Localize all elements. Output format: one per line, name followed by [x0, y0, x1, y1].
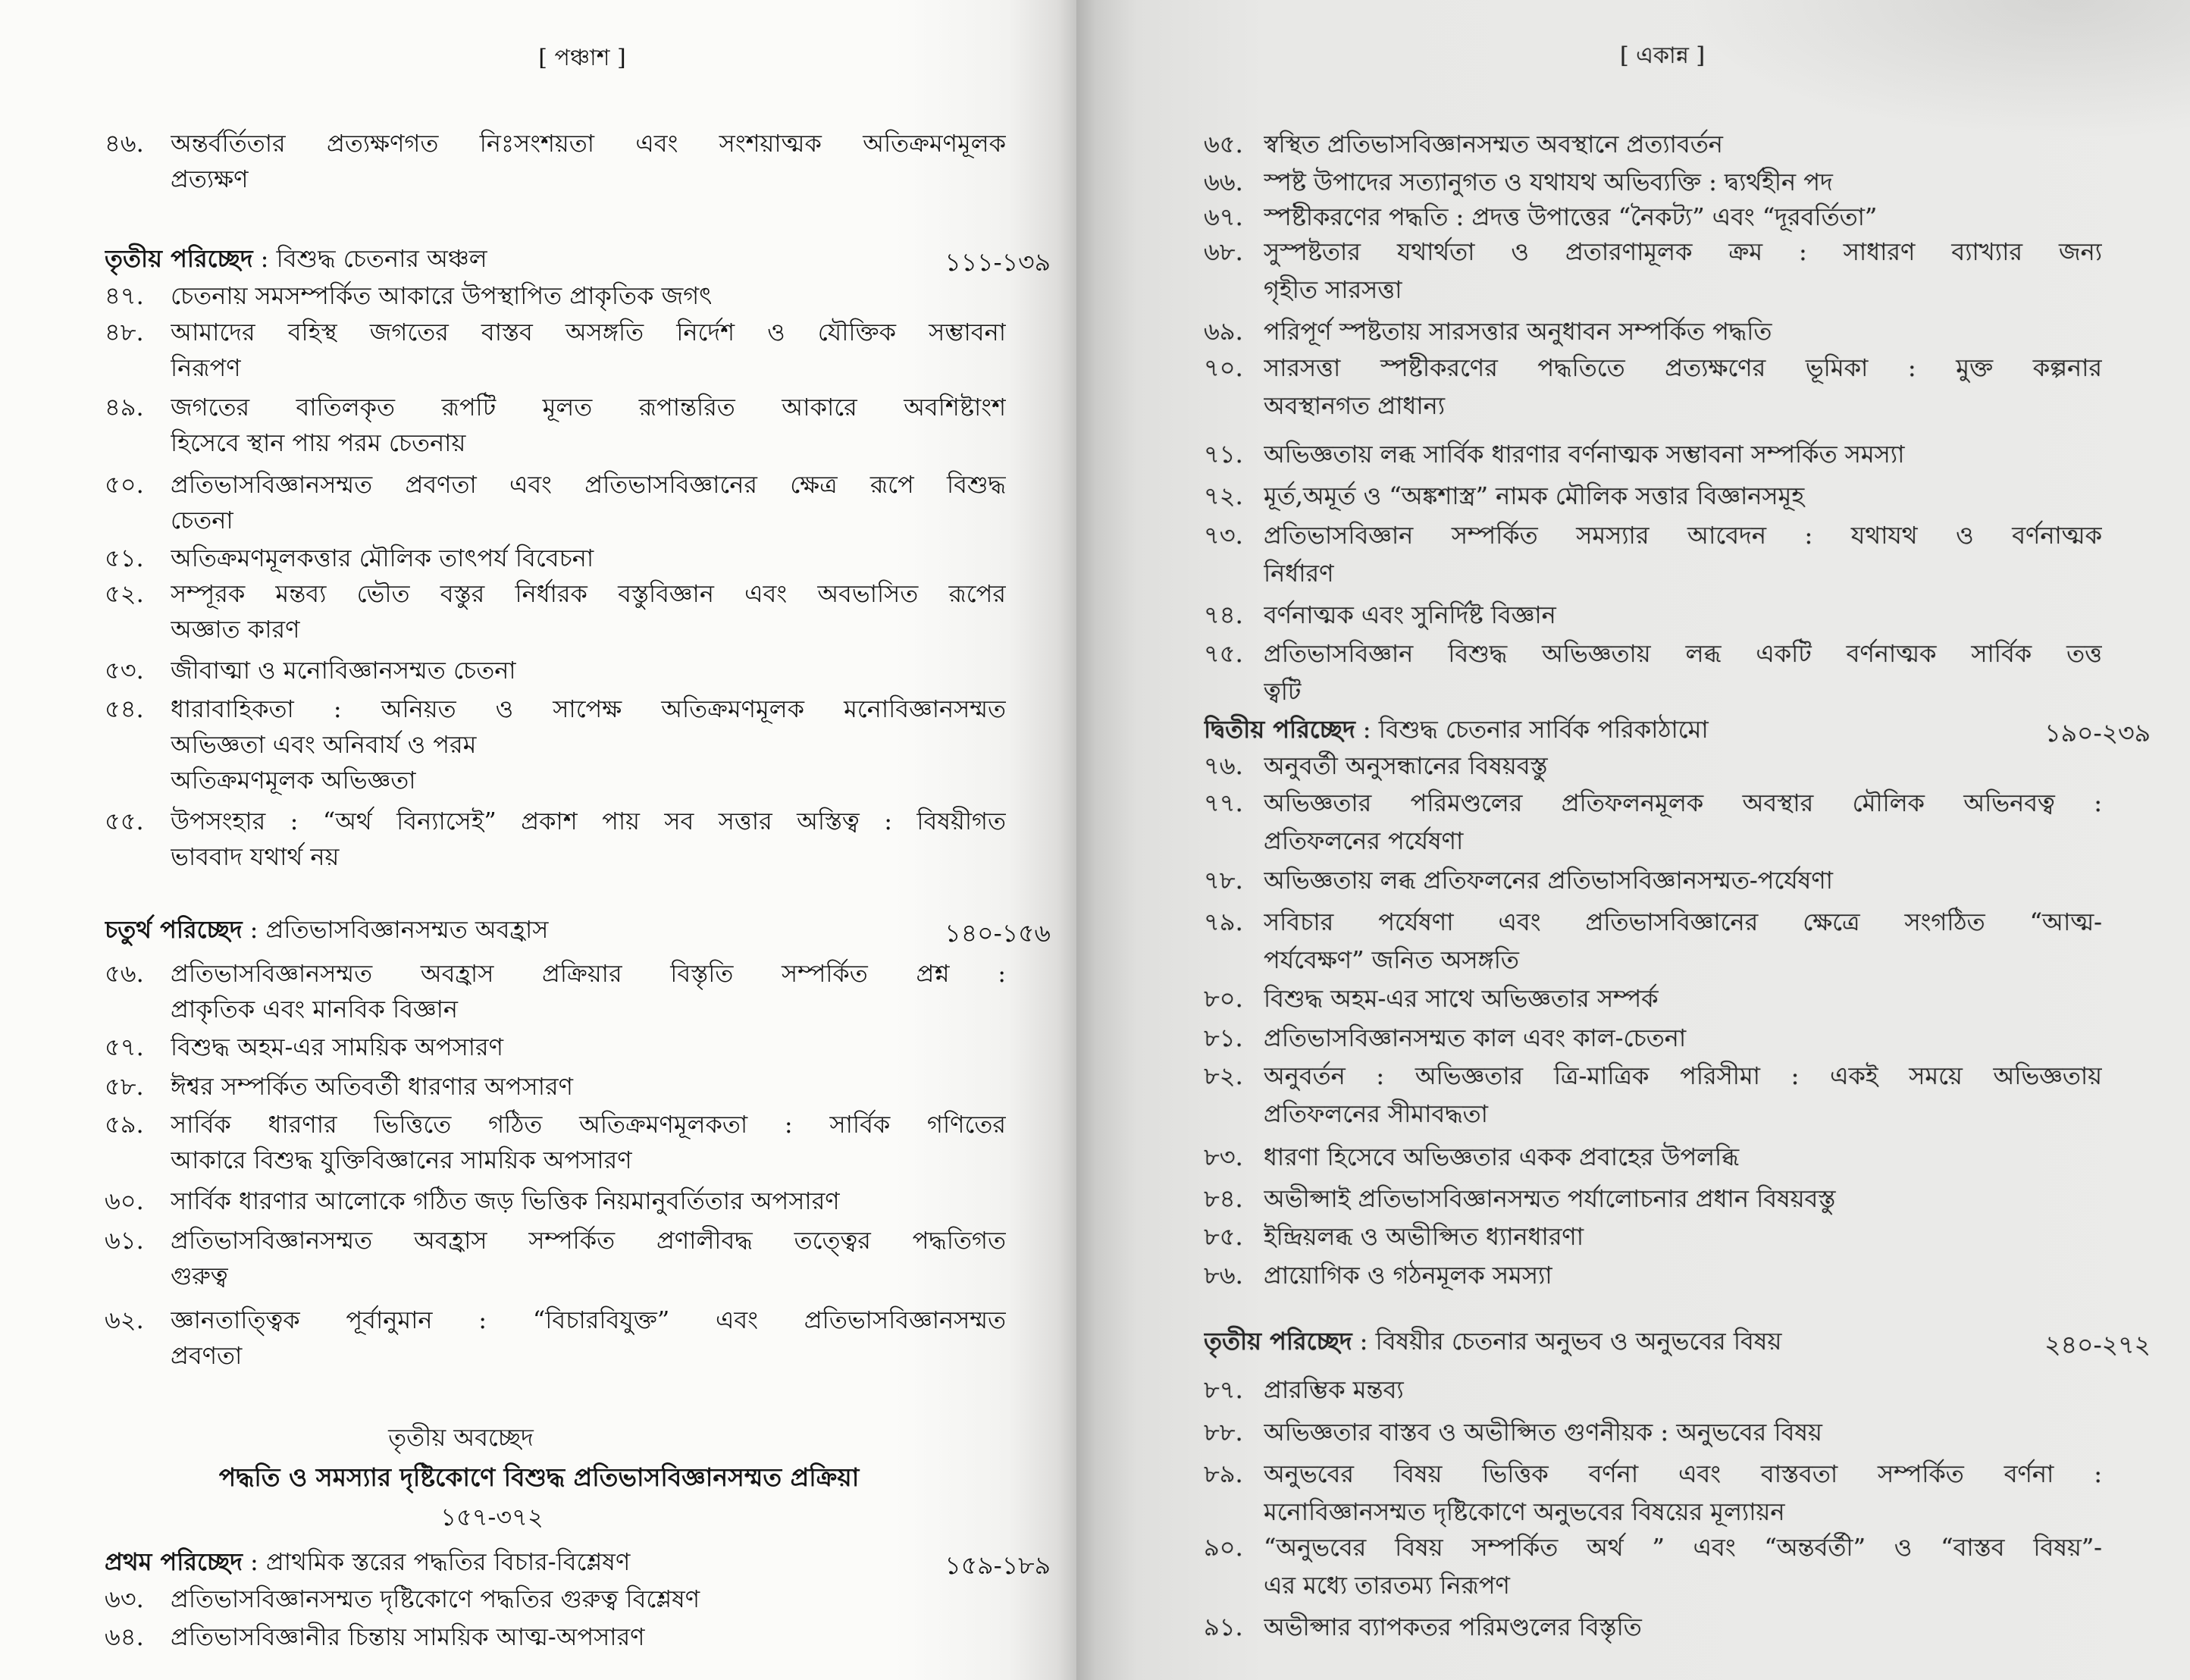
entry-text-line: সম্পূরক মন্তব্য ভৌত বস্তুর নির্ধারক বস্তুবিজ্ঞান এবং অবভাসিত রূপের	[171, 579, 1006, 608]
chapter-page-range: ২৪০-২৭২	[2044, 1330, 2151, 1359]
entry-number: ৬১.	[105, 1226, 144, 1255]
part-page-range: ১৫৭-৩৭২	[440, 1503, 544, 1531]
entry-text-line: প্রারম্ভিক মন্তব্য	[1264, 1375, 1404, 1404]
entry-number: ৬৩.	[105, 1584, 144, 1613]
entry-text-line: সারসত্তা স্পষ্টীকরণের পদ্ধতিতে প্রত্যক্ষণের ভূমিকা : মুক্ত কল্পনার	[1264, 353, 2102, 382]
entry-number: ৬৭.	[1204, 202, 1243, 231]
right-page	[1076, 0, 2190, 1680]
entry-number: ৫১.	[105, 544, 144, 572]
entry-number: ৭৩.	[1204, 521, 1243, 550]
entry-text-line: প্রতিভাসবিজ্ঞানসম্মত কাল এবং কাল-চেতনা	[1264, 1023, 1687, 1052]
entry-text-line: সার্বিক ধারণার ভিত্তিতে গঠিত অতিক্রমণমূলকতা : সার্বিক গণিতের	[171, 1110, 1006, 1139]
chapter-heading	[105, 1544, 1051, 1579]
entry-number: ৭৪.	[1204, 600, 1243, 629]
entry-text-line: অনুবর্তন : অভিজ্ঞতার ত্রি-মাত্রিক পরিসীমা : একই সময়ে অভিজ্ঞতায়	[1264, 1061, 2102, 1090]
entry-text-line: ইন্দ্রিয়লব্ধ ও অভীপ্সিত ধ্যানধারণা	[1264, 1222, 1584, 1251]
entry-text-line: জ্ঞানতাত্ত্বিক পূর্বানুমান : “বিচারবিযুক্ত” এবং প্রতিভাসবিজ্ঞানসম্মত	[171, 1305, 1006, 1334]
entry-text-line: অন্তর্বর্তিতার প্রত্যক্ষণগত নিঃসংশয়তা এবং সংশয়াত্মক অতিক্রমণমূলক	[171, 129, 1006, 158]
entry-number: ৯০.	[1204, 1533, 1243, 1562]
entry-text-line: অতিক্রমণমূলকত্তার মৌলিক তাৎপর্য বিবেচনা	[171, 544, 594, 572]
chapter-heading	[105, 240, 1051, 276]
entry-number: ৯১.	[1204, 1613, 1243, 1641]
entry-text-line: নির্ধারণ	[1264, 559, 1334, 588]
entry-number: ৫৯.	[105, 1110, 144, 1139]
entry-text-line: অভিজ্ঞতার পরিমণ্ডলের প্রতিফলনমূলক অবস্থার মৌলিক অভিনবত্ব :	[1264, 788, 2102, 817]
entry-text-line: অভিজ্ঞতায় লব্ধ প্রতিফলনের প্রতিভাসবিজ্ঞানসম্মত-পর্যেষণা	[1264, 866, 1833, 895]
entry-text-line: চেতনা	[171, 506, 233, 534]
page-number-header: [ পঞ্চাশ ]	[538, 45, 626, 71]
entry-text-line: অভিজ্ঞতা এবং অনিবার্য ও পরম	[171, 730, 477, 759]
chapter-label: দ্বিতীয় পরিচ্ছেদ	[1204, 715, 1355, 744]
entry-number: ৫৮.	[105, 1072, 144, 1101]
entry-number: ৮৬.	[1204, 1261, 1243, 1290]
chapter-heading	[1204, 1322, 2151, 1360]
chapter-title: : বিশুদ্ধ চেতনার অঞ্চল	[260, 244, 487, 273]
entry-text-line: অনুবর্তী অনুসন্ধানের বিষয়বস্তু	[1264, 751, 1548, 780]
entry-text-line: গৃহীত সারসত্তা	[1264, 275, 1402, 304]
entry-number: ৭৭.	[1204, 788, 1243, 817]
entry-text-line: বিশুদ্ধ অহম-এর সাথে অভিজ্ঞতার সম্পর্ক	[1264, 984, 1659, 1013]
chapter-label: চতুর্থ পরিচ্ছেদ	[105, 915, 243, 944]
entry-text-line: বর্ণনাত্মক এবং সুনির্দিষ্ট বিজ্ঞান	[1264, 600, 1556, 629]
chapter-label: তৃতীয় পরিচ্ছেদ	[1204, 1327, 1352, 1356]
entry-text-line: বিশুদ্ধ অহম-এর সাময়িক অপসারণ	[171, 1033, 503, 1061]
entry-number: ৫৬.	[105, 959, 144, 988]
entry-text-line: অভীপ্সাই প্রতিভাসবিজ্ঞানসম্মত পর্যালোচনার প্রধান বিষয়বস্তু	[1264, 1184, 1836, 1213]
entry-number: ৬৬.	[1204, 168, 1243, 196]
entry-text-line: অভিজ্ঞতার বাস্তব ও অভীপ্সিত গুণনীয়ক : অনুভবের বিষয়	[1264, 1418, 1822, 1446]
entry-text-line: মূর্ত,অমূর্ত ও “অঙ্কশাস্ত্র” নামক মৌলিক সত্তার বিজ্ঞানসমূহ	[1264, 481, 1805, 510]
entry-number: ৫০.	[105, 470, 144, 499]
entry-text-line: অনুভবের বিষয় ভিত্তিক বর্ণনা এবং বাস্তবতা সম্পর্কিত বর্ণনা :	[1264, 1459, 2102, 1488]
entry-number: ৬৮.	[1204, 237, 1243, 266]
entry-number: ৪৬.	[105, 129, 144, 158]
part-subtitle: পদ্ধতি ও সমস্যার দৃষ্টিকোণে বিশুদ্ধ প্রতিভাসবিজ্ঞানসম্মত প্রক্রিয়া	[218, 1462, 860, 1492]
entry-text-line: ঈশ্বর সম্পর্কিত অতিবর্তী ধারণার অপসারণ	[171, 1072, 573, 1101]
entry-number: ৮০.	[1204, 984, 1243, 1013]
entry-text-line: প্রতিভাসবিজ্ঞান সম্পর্কিত সমস্যার আবেদন : যথাযথ ও বর্ণনাত্মক	[1264, 521, 2102, 550]
entry-number: ৫৪.	[105, 694, 144, 723]
entry-text-line: এর মধ্যে তারতম্য নিরূপণ	[1264, 1571, 1510, 1600]
entry-number: ৭০.	[1204, 353, 1243, 382]
entry-text-line: পরিপূর্ণ স্পষ্টতায় সারসত্তার অনুধাবন সম্পর্কিত পদ্ধতি	[1264, 317, 1772, 346]
chapter-page-range: ১৫৯-১৮৯	[945, 1550, 1051, 1579]
entry-text-line: ত্বটি	[1264, 677, 1302, 706]
entry-number: ৫২.	[105, 579, 144, 608]
entry-text-line: আমাদের বহিস্থ জগতের বাস্তব অসঙ্গতি নির্দেশ ও যৌক্তিক সম্ভাবনা	[171, 318, 1006, 346]
chapter-heading	[1204, 710, 2151, 748]
chapter-title: : প্রাথমিক স্তরের পদ্ধতির বিচার-বিশ্লেষণ	[249, 1547, 631, 1576]
entry-text-line: অতিক্রমণমূলক অভিজ্ঞতা	[171, 766, 416, 795]
entry-number: ৮৩.	[1204, 1142, 1243, 1171]
chapter-label: প্রথম পরিচ্ছেদ	[105, 1547, 243, 1576]
chapter-heading	[105, 911, 1051, 947]
entry-number: ৪৭.	[105, 281, 144, 310]
entry-text-line: প্রত্যক্ষণ	[171, 165, 249, 193]
entry-text-line: প্রতিভাসবিজ্ঞান বিশুদ্ধ অভিজ্ঞতায় লব্ধ একটি বর্ণনাত্মক সার্বিক তত্ত	[1264, 639, 2102, 668]
entry-text-line: জীবাত্মা ও মনোবিজ্ঞানসম্মত চেতনা	[171, 656, 516, 685]
entry-text-line: আকারে বিশুদ্ধ যুক্তিবিজ্ঞানের সাময়িক অপসারণ	[171, 1146, 632, 1174]
entry-text-line: চেতনায় সমসম্পর্কিত আকারে উপস্থাপিত প্রাকৃতিক জগৎ	[171, 281, 713, 310]
chapter-label: তৃতীয় পরিচ্ছেদ	[105, 244, 253, 273]
entry-number: ৪৮.	[105, 318, 144, 346]
entry-text-line: প্রায়োগিক ও গঠনমূলক সমস্যা	[1264, 1261, 1552, 1290]
entry-text-line: জগতের বাতিলকৃত রূপটি মূলত রূপান্তরিত আকারে অবশিষ্টাংশ	[171, 393, 1006, 422]
entry-text-line: স্পষ্ট উপাদের সত্যানুগত ও যথাযথ অভিব্যক্তি : দ্ব্যর্থহীন পদ	[1264, 168, 1833, 196]
entry-number: ৫৭.	[105, 1033, 144, 1061]
entry-number: ৮৫.	[1204, 1222, 1243, 1251]
entry-text-line: উপসংহার : “অর্থ বিন্যাসেই” প্রকাশ পায় সব সত্তার অস্তিত্ব : বিষয়ীগত	[171, 807, 1006, 835]
chapter-title: : প্রতিভাসবিজ্ঞানসম্মত অবহ্রাস	[249, 915, 549, 944]
chapter-page-range: ১১১-১৩৯	[945, 247, 1051, 276]
entry-text-line: প্রতিভাসবিজ্ঞানসম্মত দৃষ্টিকোণে পদ্ধতির গুরুত্ব বিশ্লেষণ	[171, 1584, 700, 1613]
page-number-header: [ একান্ন ]	[1619, 42, 1706, 69]
entry-number: ৭৫.	[1204, 639, 1243, 668]
entry-text-line: প্রতিভাসবিজ্ঞানসম্মত অবহ্রাস প্রক্রিয়ার বিস্তৃতি সম্পর্কিত প্রশ্ন :	[171, 959, 1006, 988]
entry-number: ৭৬.	[1204, 751, 1243, 780]
entry-text-line: মনোবিজ্ঞানসম্মত দৃষ্টিকোণে অনুভবের বিষয়ের মূল্যায়ন	[1264, 1497, 1785, 1526]
entry-number: ৮৮.	[1204, 1418, 1243, 1446]
entry-number: ৪৯.	[105, 393, 144, 422]
chapter-page-range: ১৪০-১৫৬	[945, 918, 1051, 947]
entry-text-line: সার্বিক ধারণার আলোকে গঠিত জড় ভিত্তিক নিয়মানুবর্তিতার অপসারণ	[171, 1186, 840, 1215]
entry-text-line: ধারণা হিসেবে অভিজ্ঞতার একক প্রবাহের উপলব্ধি	[1264, 1142, 1740, 1171]
entry-text-line: প্রতিভাসবিজ্ঞানীর চিন্তায় সাময়িক আত্ম-অপসারণ	[171, 1622, 645, 1651]
entry-text-line: প্রতিভাসবিজ্ঞানসম্মত অবহ্রাস সম্পর্কিত প্রণালীবদ্ধ তত্ত্বের পদ্ধতিগত	[171, 1226, 1006, 1255]
entry-text-line: ভাববাদ যথার্থ নয়	[171, 842, 340, 871]
entry-text-line: স্বস্থিত প্রতিভাসবিজ্ঞানসম্মত অবস্থানে প্রত্যাবর্তন	[1264, 130, 1723, 158]
entry-number: ৬২.	[105, 1305, 144, 1334]
entry-number: ৮৭.	[1204, 1375, 1243, 1404]
entry-text-line: স্পষ্টীকরণের পদ্ধতি : প্রদত্ত উপাত্তের “নৈকট্য” এবং “দূরবর্তিতা”	[1264, 202, 1878, 231]
entry-text-line: প্রাকৃতিক এবং মানবিক বিজ্ঞান	[171, 995, 459, 1023]
part-title: তৃতীয় অবচ্ছেদ	[388, 1423, 534, 1452]
entry-number: ৬৯.	[1204, 317, 1243, 346]
entry-text-line: ধারাবাহিকতা : অনিয়ত ও সাপেক্ষ অতিক্রমণমূলক মনোবিজ্ঞানসম্মত	[171, 694, 1006, 723]
entry-text-line: হিসেবে স্থান পায় পরম চেতনায়	[171, 428, 466, 457]
entry-text-line: প্রতিফলনের সীমাবদ্ধতা	[1264, 1099, 1488, 1128]
entry-text-line: অভিজ্ঞতায় লব্ধ সার্বিক ধারণার বর্ণনাত্মক সম্ভাবনা সম্পর্কিত সমস্যা	[1264, 440, 1905, 469]
entry-number: ৭১.	[1204, 440, 1243, 469]
entry-number: ৬০.	[105, 1186, 144, 1215]
entry-number: ৮৯.	[1204, 1459, 1243, 1488]
chapter-title: : বিশুদ্ধ চেতনার সার্বিক পরিকাঠামো	[1362, 715, 1709, 744]
chapter-title: : বিষয়ীর চেতনার অনুভব ও অনুভবের বিষয়	[1359, 1327, 1782, 1356]
entry-number: ৮৪.	[1204, 1184, 1243, 1213]
entry-text-line: নিরূপণ	[171, 353, 241, 382]
entry-number: ৬৪.	[105, 1622, 144, 1651]
entry-number: ৬৫.	[1204, 130, 1243, 158]
entry-text-line: পর্যবেক্ষণ” জনিত অসঙ্গতি	[1264, 945, 1519, 974]
entry-text-line: প্রতিফলনের পর্যেষণা	[1264, 826, 1464, 855]
entry-number: ৭৯.	[1204, 907, 1243, 936]
entry-text-line: সুস্পষ্টতার যথার্থতা ও প্রতারণামূলক ক্রম : সাধারণ ব্যাখ্যার জন্য	[1264, 237, 2102, 266]
entry-number: ৫৩.	[105, 656, 144, 685]
entry-text-line: অবস্থানগত প্রাধান্য	[1264, 391, 1445, 420]
entry-number: ৫৫.	[105, 807, 144, 835]
entry-text-line: অভীপ্সার ব্যাপকতর পরিমণ্ডলের বিস্তৃতি	[1264, 1613, 1642, 1641]
entry-number: ৭২.	[1204, 481, 1243, 510]
entry-text-line: অজ্ঞাত কারণ	[171, 615, 300, 644]
left-page	[0, 0, 1076, 1680]
entry-number: ৮২.	[1204, 1061, 1243, 1090]
entry-text-line: “অনুভবের বিষয় সম্পর্কিত অর্থ ” এবং “অন্তর্বর্তী” ও “বাস্তব বিষয়”-	[1264, 1533, 2102, 1562]
chapter-page-range: ১৯০-২৩৯	[2044, 718, 2151, 748]
entry-text-line: প্রতিভাসবিজ্ঞানসম্মত প্রবণতা এবং প্রতিভাসবিজ্ঞানের ক্ষেত্র রূপে বিশুদ্ধ	[171, 470, 1006, 499]
entry-text-line: সবিচার পর্যেষণা এবং প্রতিভাসবিজ্ঞানের ক্ষেত্রে সংগঠিত “আত্ম-	[1264, 907, 2102, 936]
entry-text-line: প্রবণতা	[171, 1341, 243, 1370]
entry-number: ৮১.	[1204, 1023, 1243, 1052]
entry-text-line: গুরুত্ব	[171, 1262, 228, 1290]
entry-number: ৭৮.	[1204, 866, 1243, 895]
